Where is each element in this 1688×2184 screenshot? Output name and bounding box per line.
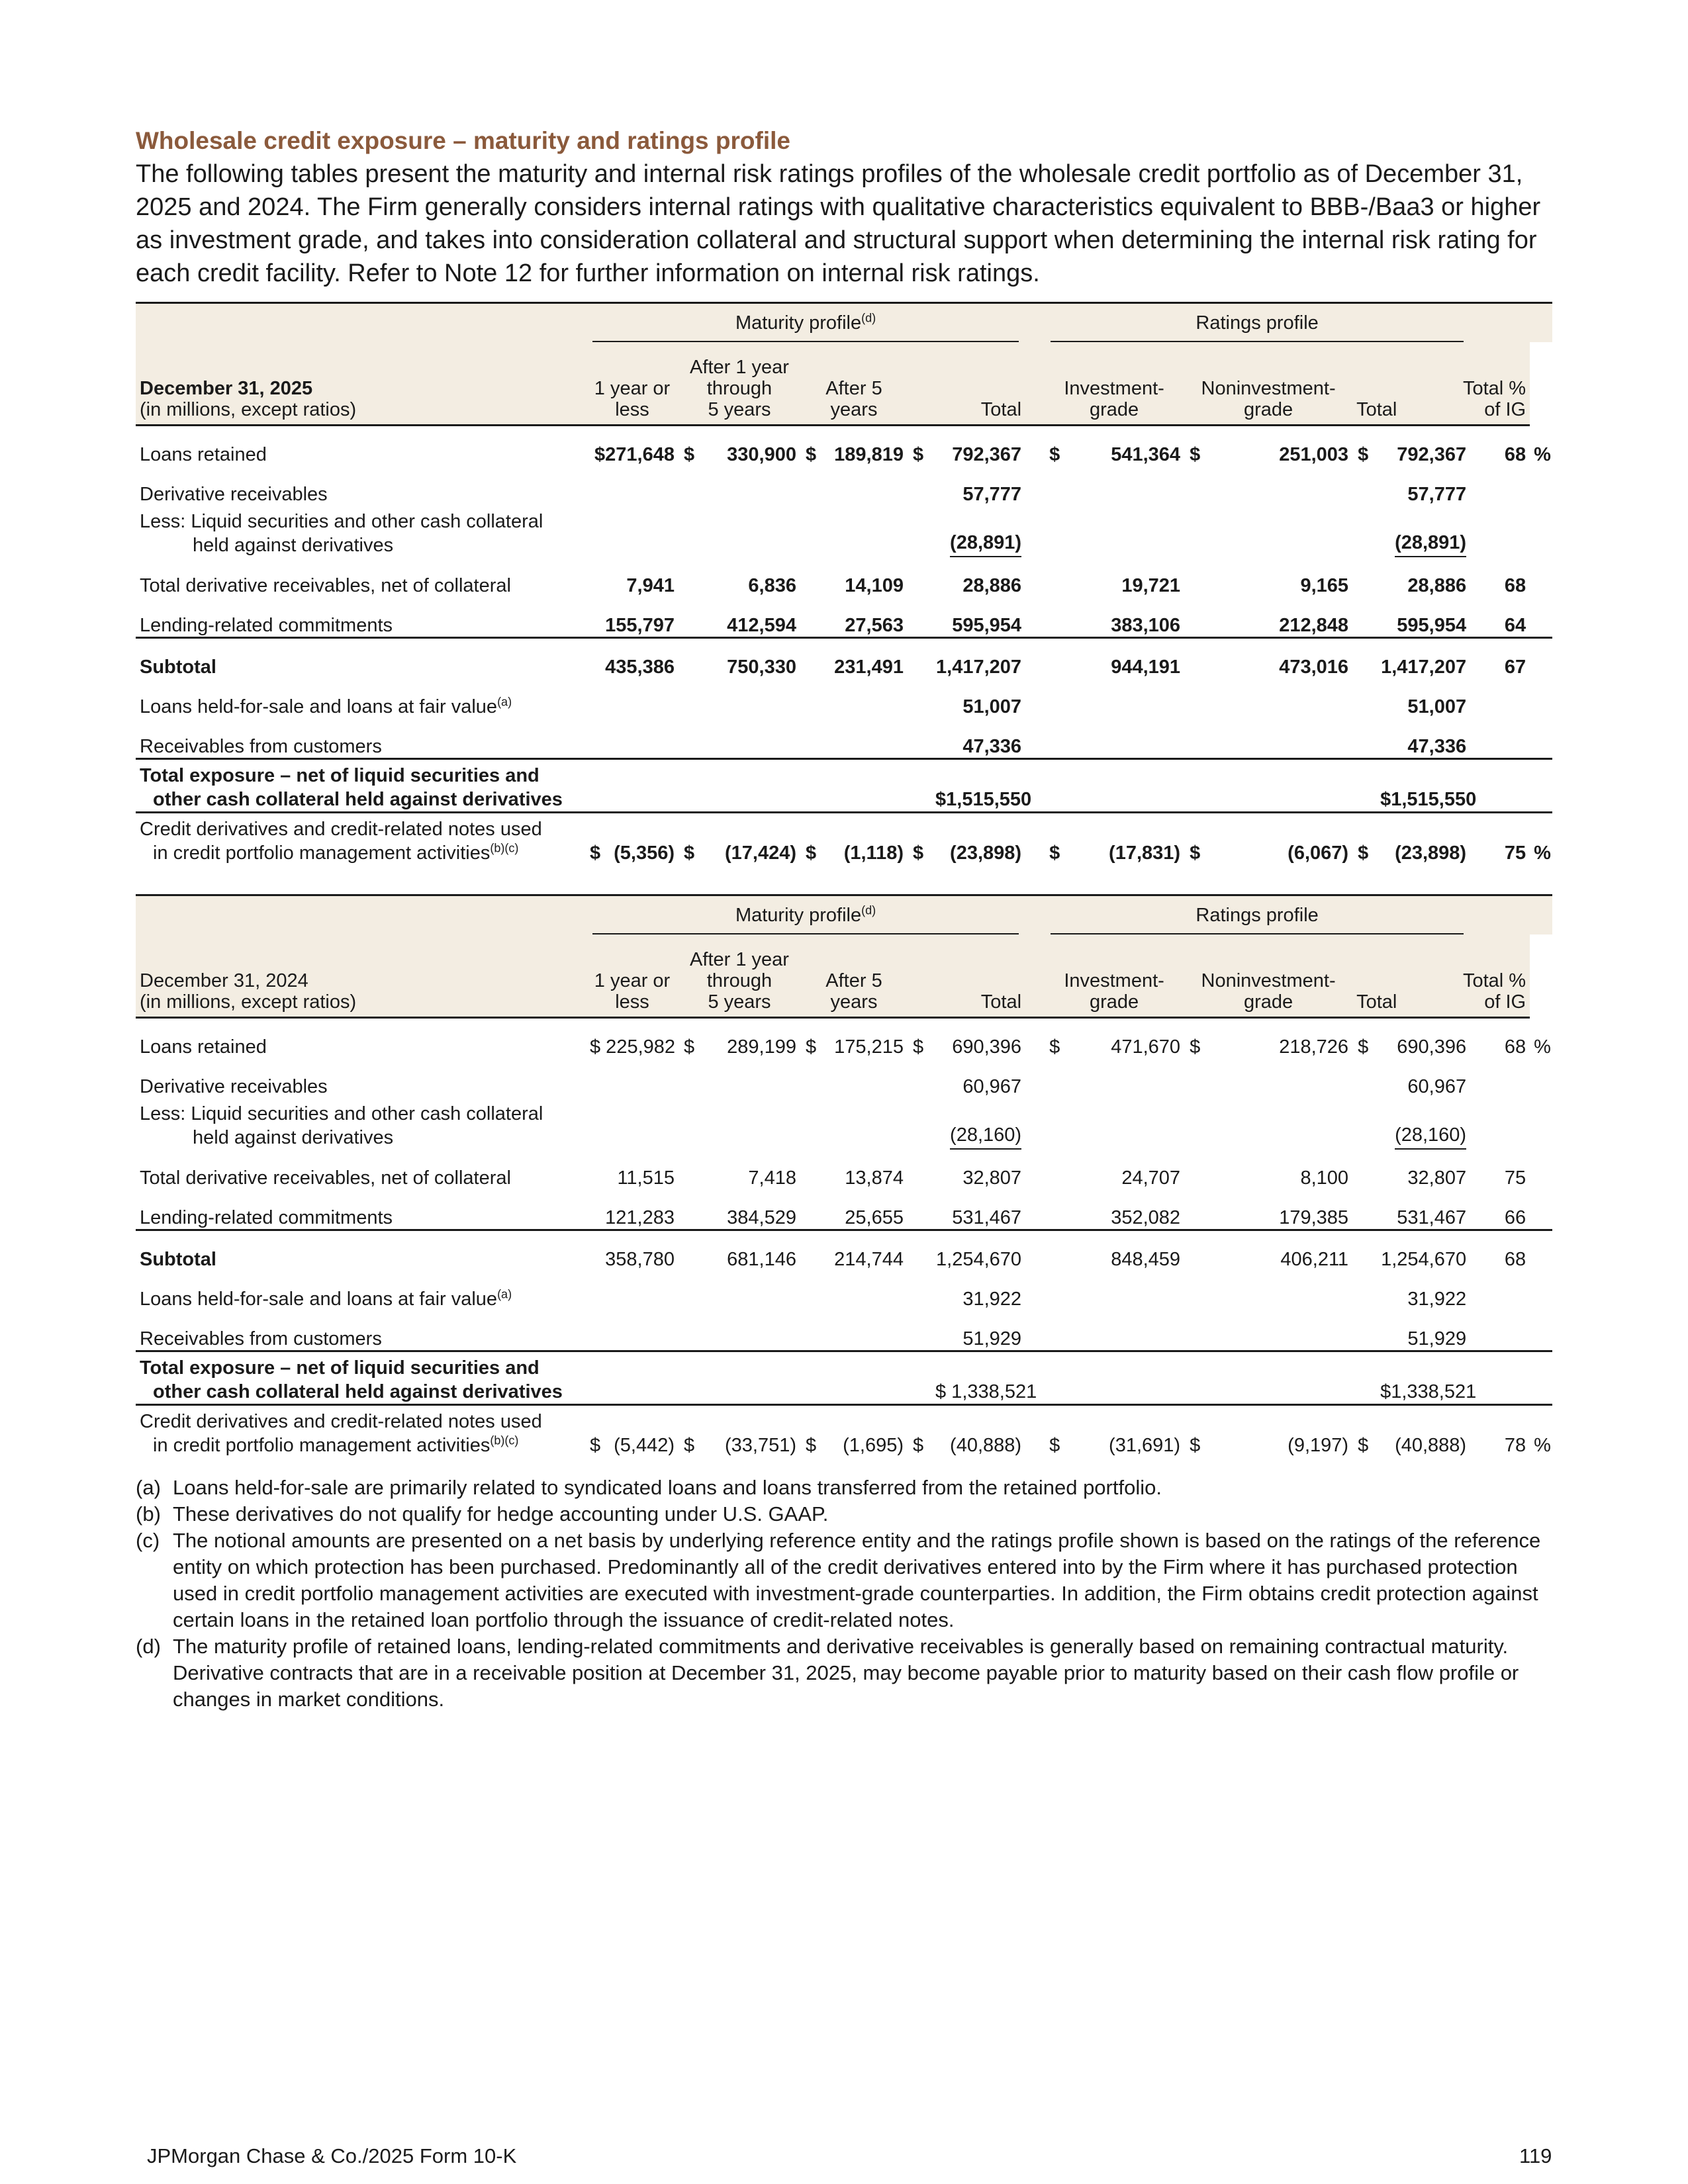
table-row: Credit derivatives and credit-related notes used in credit portfolio management activities$^{(b)(c)}$ $ (5,356) $ (17,424) $ (1,118) $ (23,898) $ (17,831) $ (6,067) $ (23,898) 75 % [140,819,1551,864]
table-row: Loans held-for-sale and loans at fair value$^{(a)}$ 51,007 51,007 [140,695,1467,717]
maturity-profile-header: Maturity profile$^{(d)}$ [586,303,1025,343]
date-header: December 31, 2025 (in millions, except ratios) [136,342,586,426]
col-1-to-5-years: After 1 year through 5 years [679,342,800,426]
footnote-c: (c) The notional amounts are presented on a net basis by underlying reference entity and the ratings profile shown is based on the ratings of the reference entity on which protection has been purchased. Predominantly all of the credit derivatives entered into by the Firm where it has purchased protection used in credit portfolio management activities are executed with investment-grade counterparties. In addition, the Firm obtains credit protection against certain loans in the retained loan portfolio through the issuance of credit-related notes. [136,1529,1541,1631]
col-after-5-years: After 5 years [800,934,908,1018]
section-heading: Wholesale credit exposure – maturity and ratings profile [136,127,790,154]
column-header-row [136,934,1552,1018]
group-header-row [136,895,1552,935]
col-1-to-5-years: After 1 year through 5 years [679,934,800,1018]
col-after-5-years: After 5 years [800,342,908,426]
table-2024 [136,894,1552,1457]
col-1-year-or-less: 1 year or less [586,342,679,426]
footnote-a: (a) Loans held-for-sale are primarily related to syndicated loans and loans transferred from the retained portfolio. [136,1476,1162,1499]
table-row: Less: Liquid securities and other cash collateral held against derivatives (28,891) (28,891) [140,511,1467,556]
table-row: Derivative receivables 60,967 60,967 [140,1076,1467,1097]
col-ratings-total: Total [1352,934,1376,1018]
table-2025 [136,302,1552,865]
maturity-profile-header: Maturity profile$^{(d)}$ [586,895,1025,935]
col-maturity-total: Total [908,342,1025,426]
footnote-b: (b) These derivatives do not qualify for hedge accounting under U.S. GAAP. [136,1502,829,1525]
col-noninvestment-grade: Noninvestment- grade [1184,342,1352,426]
table-row: Lending-related commitments 155,797 412,594 27,563 595,954 383,106 212,848 595,954 64 [136,597,1552,638]
footnotes [136,1475,1552,1713]
table-row: Subtotal 358,780 681,146 214,744 1,254,670 848,459 406,211 1,254,670 68 [140,1249,1526,1270]
footer-company: JPMorgan Chase & Co./2025 Form 10-K [147,2144,517,2167]
col-pct-of-ig: Total % of IG [1376,342,1530,426]
table-row: Lending-related commitments 121,283 384,529 25,655 531,467 352,082 179,385 531,467 66 [136,1189,1552,1230]
col-1-year-or-less: 1 year or less [586,934,679,1018]
date-header: December 31, 2024 (in millions, except ratios) [136,934,586,1018]
table-row: Total derivative receivables, net of collateral 7,941 6,836 14,109 28,886 19,721 9,165 28,886 68 [140,575,1526,596]
col-pct-of-ig: Total % of IG [1376,934,1530,1018]
table-row: Loans retained $271,648 $ 330,900 $ 189,819 $ 792,367 $ 541,364 $ 251,003 $ 792,367 68 % [140,444,1551,465]
table-row: Receivables from customers 51,929 51,929 [136,1310,1552,1351]
table-row: Total derivative receivables, net of collateral 11,515 7,418 13,874 32,807 24,707 8,100 32,807 75 [140,1167,1526,1189]
table-row: Loans retained $ 225,982 $ 289,199 $ 175,215 $ 690,396 $ 471,670 $ 218,726 $ 690,396 68 % [140,1036,1551,1058]
table-row: Credit derivatives and credit-related notes used in credit portfolio management activities$^{(b)(c)}$ $ (5,442) $ (33,751) $ (1,695) $ (40,888) $ (31,691) $ (9,197) $ (40,888) 78 % [140,1411,1551,1456]
ratings-profile-header: Ratings profile [1044,895,1470,935]
intro-paragraph: The following tables present the maturity and internal risk ratings profiles of the wholesale credit portfolio as of December 31, 2025 and 2024. The Firm generally considers internal ratings with qualitative characteristics equivalent to BBB-/Baa3 or higher as investment grade, and takes into consideration collateral and structural support when determining the internal risk rating for each credit facility. Refer to Note 12 for further information on internal risk ratings. [136,160,1541,287]
footnote-d: (d) The maturity profile of retained loans, lending-related commitments and derivative receivables is generally based on remaining contractual maturity. Derivative contracts that are in a receivable position at December 31, 2025, may become payable prior to maturity based on their cash flow profile or changes in market conditions. [136,1635,1519,1711]
col-maturity-total: Total [908,934,1025,1018]
table-row: Derivative receivables 57,777 57,777 [140,484,1467,505]
table-row: Loans held-for-sale and loans at fair value$^{(a)}$ 31,922 31,922 [140,1287,1467,1310]
col-ratings-total: Total [1352,342,1376,426]
page-content [136,126,1552,1713]
table-row: Total exposure – net of liquid securities and other cash collateral held against derivatives $1,515,550 $1,515,550 [136,759,1552,813]
ratings-profile-header: Ratings profile [1044,303,1470,343]
table-row: Less: Liquid securities and other cash collateral held against derivatives (28,160) (28,160) [140,1103,1467,1148]
table-row: Subtotal 435,386 750,330 231,491 1,417,207 944,191 473,016 1,417,207 67 [140,657,1526,678]
table-row: Receivables from customers 47,336 47,336 [136,718,1552,759]
page-number: 119 [1519,2144,1552,2167]
col-noninvestment-grade: Noninvestment- grade [1184,934,1352,1018]
column-header-row [136,342,1552,426]
col-investment-grade: Investment- grade [1044,342,1184,426]
group-header-row [136,303,1552,343]
col-investment-grade: Investment- grade [1044,934,1184,1018]
table-row: Total exposure – net of liquid securities and other cash collateral held against derivatives $ 1,338,521 $1,338,521 [136,1351,1552,1405]
